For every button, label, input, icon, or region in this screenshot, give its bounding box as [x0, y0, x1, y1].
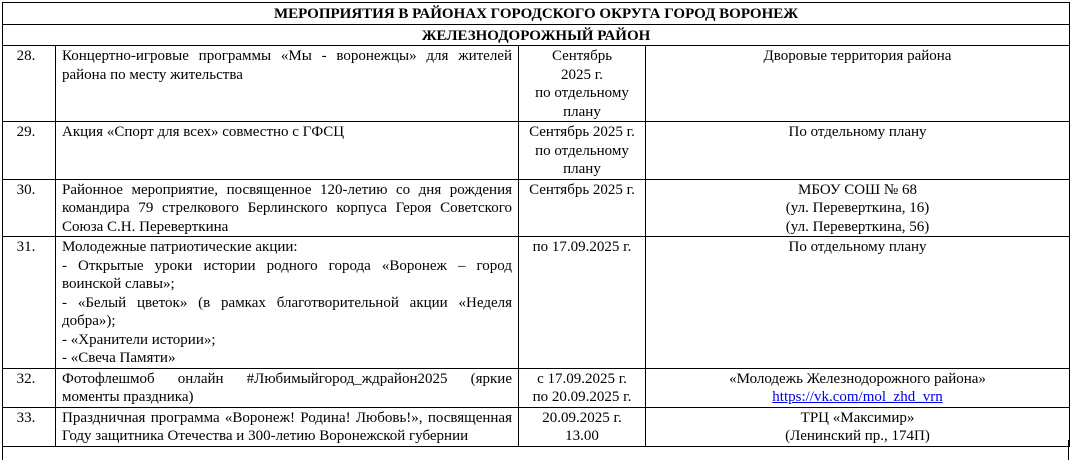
vk-group-link[interactable]: https://vk.com/mol_zhd_vrn	[772, 389, 943, 405]
events-document	[2, 2, 1069, 447]
event-line: Концертно-игровые программы «Мы - воронежцы» для жителей района по месту жительства	[62, 48, 512, 83]
date-line: 13.00	[565, 428, 599, 444]
table-row	[3, 368, 1070, 407]
event-line: Праздничная программа «Воронеж! Родина! Любовь!», посвященная Году защитника Отечества и 300-летию Воронежской губернии	[62, 409, 512, 444]
place-line: Дворовые территория района	[763, 48, 952, 64]
event-place	[646, 179, 1070, 237]
event-description	[56, 179, 519, 237]
event-place	[646, 46, 1070, 122]
row-number: 33.	[3, 407, 56, 446]
table-row	[3, 179, 1070, 237]
date-line: с 17.09.2025 г.	[537, 370, 627, 387]
event-description	[56, 122, 519, 180]
document-title: МЕРОПРИЯТИЯ В РАЙОНАХ ГОРОДСКОГО ОКРУГА ГОРОД ВОРОНЕЖ	[3, 3, 1070, 25]
date-line: по 17.09.2025 г.	[532, 239, 632, 255]
place-line: (Ленинский пр., 174П)	[785, 428, 930, 444]
date-line: 2025 г.	[561, 66, 603, 83]
date-line: по отдельному	[535, 85, 629, 101]
event-line: - «Свеча Памяти»	[62, 350, 176, 366]
place-line: ТРЦ «Максимир»	[800, 409, 915, 426]
place-line: «Молодежь Железнодорожного района»	[729, 370, 986, 387]
event-line: Фотофлешмоб онлайн #Любимыйгород_ждрайон2025 (яркие моменты праздника)	[62, 370, 512, 405]
event-place	[646, 122, 1070, 180]
district-row	[3, 24, 1070, 46]
event-line: - Открытые уроки истории родного города «Воронеж – город воинской славы»;	[62, 257, 512, 292]
date-line: Сентябрь 2025 г.	[529, 124, 635, 140]
date-line: по 20.09.2025 г.	[532, 389, 632, 405]
table-continuation-border-right	[1068, 440, 1069, 460]
date-line: по отдельному	[535, 142, 629, 159]
place-line: (ул. Переверткина, 56)	[785, 218, 930, 235]
title-row	[3, 3, 1070, 25]
date-line: плану	[563, 103, 601, 120]
event-line: - «Белый цветок» (в рамках благотворительной акции «Неделя добра»);	[62, 294, 512, 329]
district-title: ЖЕЛЕЗНОДОРОЖНЫЙ РАЙОН	[3, 24, 1070, 46]
row-number: 31.	[3, 237, 56, 369]
date-line: плану	[563, 161, 601, 177]
row-number: 28.	[3, 46, 56, 122]
place-line: По отдельному плану	[788, 124, 927, 140]
date-line: Сентябрь	[551, 48, 613, 64]
event-line: Акция «Спорт для всех» совместно с ГФСЦ	[62, 124, 345, 140]
place-line: МБОУ СОШ № 68	[798, 181, 917, 198]
event-line: Молодежные патриотические акции:	[62, 239, 298, 255]
table-row	[3, 237, 1070, 369]
event-place	[646, 407, 1070, 446]
row-number: 32.	[3, 368, 56, 407]
table-row	[3, 122, 1070, 180]
event-date	[519, 179, 646, 237]
table-continuation-border-left	[2, 440, 3, 460]
event-line: Районное мероприятие, посвященное 120-летию со дня рождения командира 79 стрелкового Берлинского корпуса Героя Советского Союза С.Н. Переверткина	[62, 181, 512, 235]
event-date	[519, 46, 646, 122]
event-date	[519, 407, 646, 446]
row-number: 29.	[3, 122, 56, 180]
date-line: 20.09.2025 г.	[542, 409, 622, 426]
place-line: (ул. Переверткина, 16)	[785, 200, 930, 216]
table-row	[3, 46, 1070, 122]
event-place	[646, 368, 1070, 407]
row-number: 30.	[3, 179, 56, 237]
table-row	[3, 407, 1070, 446]
event-description	[56, 407, 519, 446]
event-line: - «Хранители истории»;	[62, 331, 216, 348]
event-description	[56, 237, 519, 369]
event-date	[519, 368, 646, 407]
place-line: По отдельному плану	[788, 239, 927, 255]
event-description	[56, 46, 519, 122]
event-date	[519, 122, 646, 180]
events-table	[2, 2, 1070, 447]
date-line: Сентябрь 2025 г.	[529, 181, 635, 198]
event-date	[519, 237, 646, 369]
event-description	[56, 368, 519, 407]
event-place	[646, 237, 1070, 369]
